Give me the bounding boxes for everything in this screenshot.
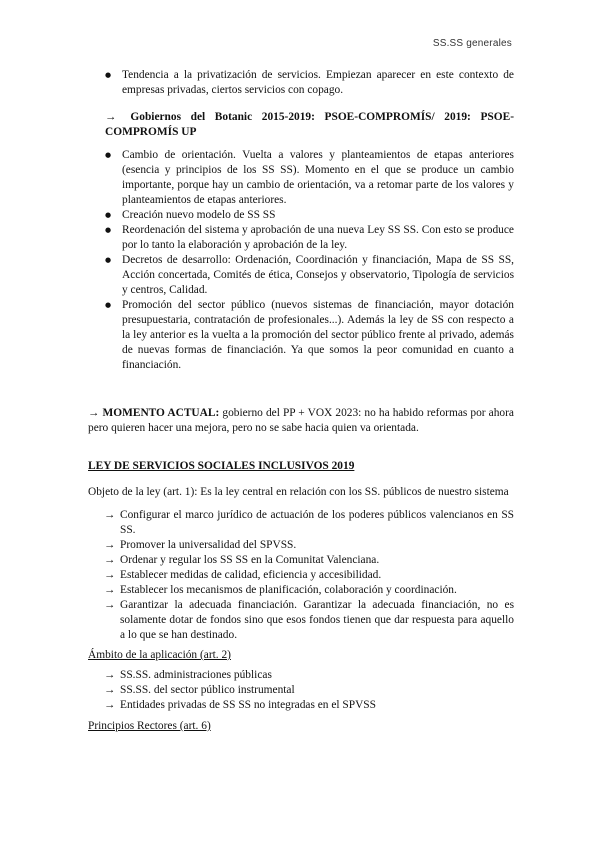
principios-heading: Principios Rectores (art. 6) bbox=[88, 720, 211, 732]
botanic-bullet-list bbox=[88, 148, 514, 373]
arrow-icon: → bbox=[105, 111, 117, 123]
list-item: → Establecer los mecanismos de planificación, colaboración y coordinación. bbox=[104, 584, 457, 596]
intro-bullet-list bbox=[88, 68, 514, 98]
list-item: ● Decretos de desarrollo: Ordenación, Coordinación y financiación, Mapa de SS SS, Acción concertada, Comités de ética, Consejos y observatorio, Tipología de servicios y centros, Calidad. bbox=[88, 253, 514, 298]
list-item: → Entidades privadas de SS SS no integradas en el SPVSS bbox=[104, 699, 376, 711]
document-body bbox=[88, 68, 514, 734]
gobierno-botanic-heading bbox=[88, 110, 514, 140]
momento-label: MOMENTO ACTUAL: bbox=[102, 407, 220, 419]
ambito-list bbox=[88, 668, 514, 713]
arrow-icon: → bbox=[88, 407, 100, 419]
arrow-icon: → bbox=[104, 569, 116, 581]
arrow-icon: → bbox=[104, 599, 116, 611]
list-item: → Configurar el marco jurídico de actuación de los poderes públicos valencianos en SS SS. bbox=[104, 509, 514, 536]
gobierno-text: Gobiernos del Botanic 2015-2019: PSOE-COMPROMÍS/ 2019: PSOE-COMPROMÍS UP bbox=[105, 111, 514, 138]
list-item: ● Cambio de orientación. Vuelta a valores y planteamientos de etapas anteriores (esencia y principios de los SS SS). Momento en el que se produce un cambio importante, porque hay un cambio de orientación, va a retomar parte de los valores y planteamientos de etapas anteriores. bbox=[88, 148, 514, 208]
list-item: → SS.SS. administraciones públicas bbox=[104, 669, 272, 681]
list-item: ● Promoción del sector público (nuevos sistemas de financiación, mayor dotación presupuestaria, contratación de profesionales...). Además la ley de SS con respecto a la ley anterior es la vuelta a la promoción del sector público frente al privado, además de nuevas formas de financiación. Ya que somos la peor comunidad en cuanto a financiación. bbox=[88, 298, 514, 373]
momento-text: gobierno del PP + VOX 2023: no ha habido reformas por ahora pero quieren hacer una mejora, pero no se sabe hacia quien va orientada. bbox=[88, 407, 514, 434]
objeto-paragraph: Objeto de la ley (art. 1): Es la ley central en relación con los SS. públicos de nuestro sistema bbox=[88, 486, 509, 498]
list-item: → SS.SS. del sector público instrumental bbox=[104, 684, 295, 696]
list-item: → Promover la universalidad del SPVSS. bbox=[104, 539, 297, 551]
arrow-icon: → bbox=[104, 669, 116, 681]
objeto-list bbox=[88, 508, 514, 643]
arrow-icon: → bbox=[104, 699, 116, 711]
list-item: → Establecer medidas de calidad, eficiencia y accesibilidad. bbox=[104, 569, 382, 581]
arrow-icon: → bbox=[104, 509, 116, 521]
list-item: ● Reordenación del sistema y aprobación de una nueva Ley SS SS. Con esto se produce por lo tanto la elaboración y aprobación de la ley. bbox=[88, 223, 514, 253]
list-item: ● Tendencia a la privatización de servicios. Empiezan aparecer en este contexto de empresas privadas, ciertos servicios con copago. bbox=[88, 68, 514, 98]
arrow-icon: → bbox=[104, 684, 116, 696]
arrow-icon: → bbox=[104, 554, 116, 566]
list-item: ● Creación nuevo modelo de SS SS bbox=[88, 208, 514, 223]
ley-heading: LEY DE SERVICIOS SOCIALES INCLUSIVOS 2019 bbox=[88, 460, 355, 472]
momento-actual-paragraph bbox=[88, 406, 514, 436]
list-item: → Garantizar la adecuada financiación. Garantizar la adecuada financiación, no es solamente dotar de fondos sino que esos fondos tienen que dar respuesta para aquello a lo que se han destinado. bbox=[104, 599, 514, 641]
page-header: SS.SS generales bbox=[432, 38, 512, 49]
arrow-icon: → bbox=[104, 539, 116, 551]
arrow-icon: → bbox=[104, 584, 116, 596]
ambito-heading: Ámbito de la aplicación (art. 2) bbox=[88, 649, 231, 661]
list-item: → Ordenar y regular los SS SS en la Comunitat Valenciana. bbox=[104, 554, 380, 566]
